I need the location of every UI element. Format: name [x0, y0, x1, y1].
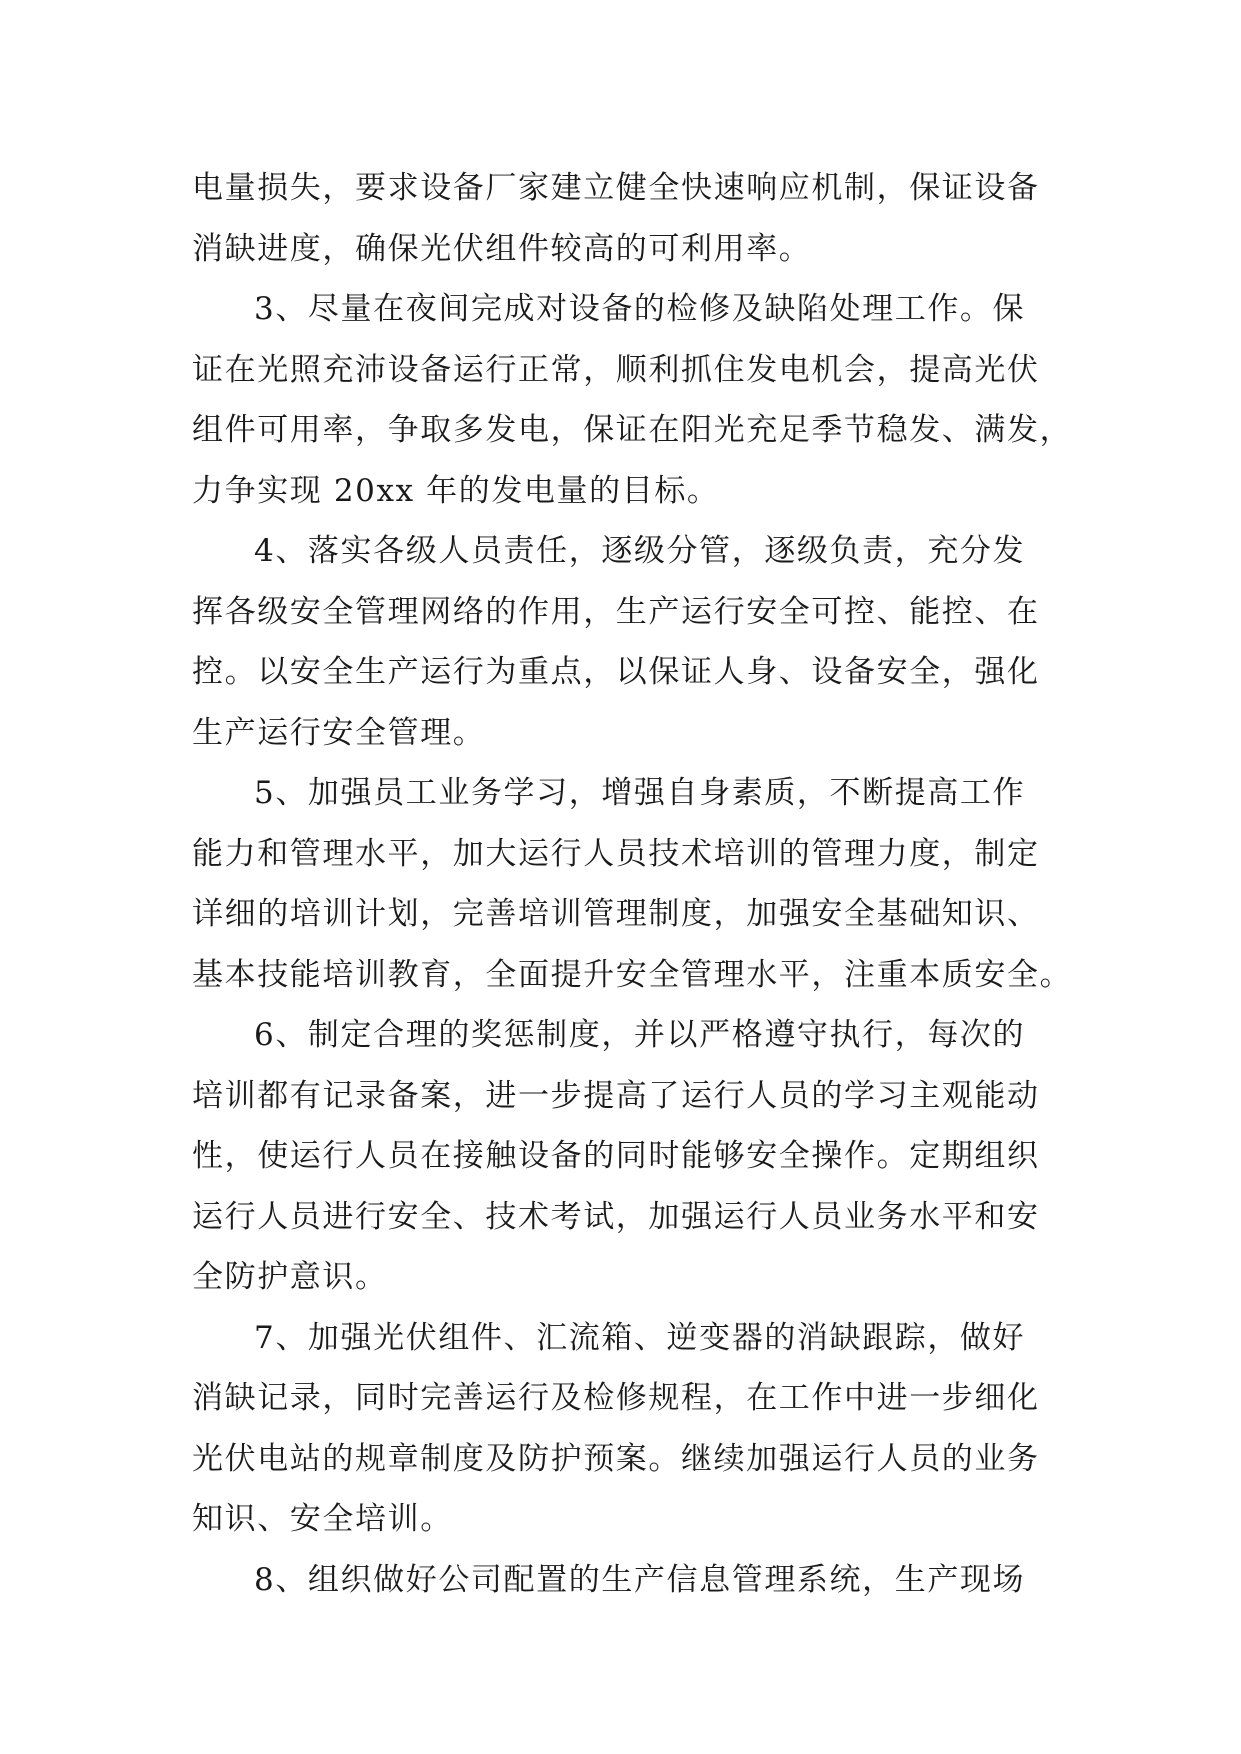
text-line: 性，使运行人员在接触设备的同时能够安全操作。定期组织: [192, 1138, 1040, 1174]
paragraph-5-start: 5、加强员工业务学习，增强自身素质，不断提高工作: [254, 775, 1026, 811]
text-line: 全防护意识。: [192, 1259, 388, 1295]
text-line: 能力和管理水平，加大运行人员技术培训的管理力度，制定: [192, 835, 1040, 872]
text-line: 电量损失，要求设备厂家建立健全快速响应机制，保证设备: [192, 170, 1040, 206]
text-line: 消缺记录，同时完善运行及检修规程，在工作中进一步细化: [192, 1380, 1040, 1416]
paragraph-8-start: 8、组织做好公司配置的生产信息管理系统，生产现场: [254, 1561, 1026, 1598]
text-line: 消缺进度，确保光伏组件较高的可利用率。: [192, 230, 812, 267]
text-line: 证在光照充沛设备运行正常，顺利抓住发电机会，提高光伏: [192, 351, 1040, 388]
text-line: 详细的培训计划，完善培训管理制度，加强安全基础知识、: [192, 896, 1040, 932]
text-line: 知识、安全培训。: [192, 1501, 453, 1537]
paragraph-6-start: 6、制定合理的奖惩制度，并以严格遵守执行，每次的: [254, 1017, 1026, 1053]
paragraph-4-start: 4、落实各级人员责任，逐级分管，逐级负责，充分发: [254, 533, 1026, 569]
text-line: 基本技能培训教育，全面提升安全管理水平，注重本质安全。: [192, 956, 1073, 993]
text-line: 运行人员进行安全、技术考试，加强运行人员业务水平和安: [192, 1198, 1040, 1235]
text-line: 培训都有记录备案，进一步提高了运行人员的学习主观能动: [192, 1077, 1040, 1114]
text-line: 力争实现 20xx 年的发电量的目标。: [192, 472, 720, 509]
text-line: 控。以安全生产运行为重点，以保证人身、设备安全，强化: [192, 654, 1040, 690]
text-line: 组件可用率，争取多发电，保证在阳光充足季节稳发、满发，: [192, 412, 1073, 448]
text-line: 生产运行安全管理。: [192, 714, 486, 751]
document-body: [192, 158, 1073, 1610]
text-line: 挥各级安全管理网络的作用，生产运行安全可控、能控、在: [192, 593, 1040, 630]
text-line: 光伏电站的规章制度及防护预案。继续加强运行人员的业务: [192, 1440, 1040, 1477]
paragraph-7-start: 7、加强光伏组件、汇流箱、逆变器的消缺跟踪，做好: [254, 1319, 1026, 1356]
paragraph-3-start: 3、尽量在夜间完成对设备的检修及缺陷处理工作。保: [254, 291, 1026, 327]
